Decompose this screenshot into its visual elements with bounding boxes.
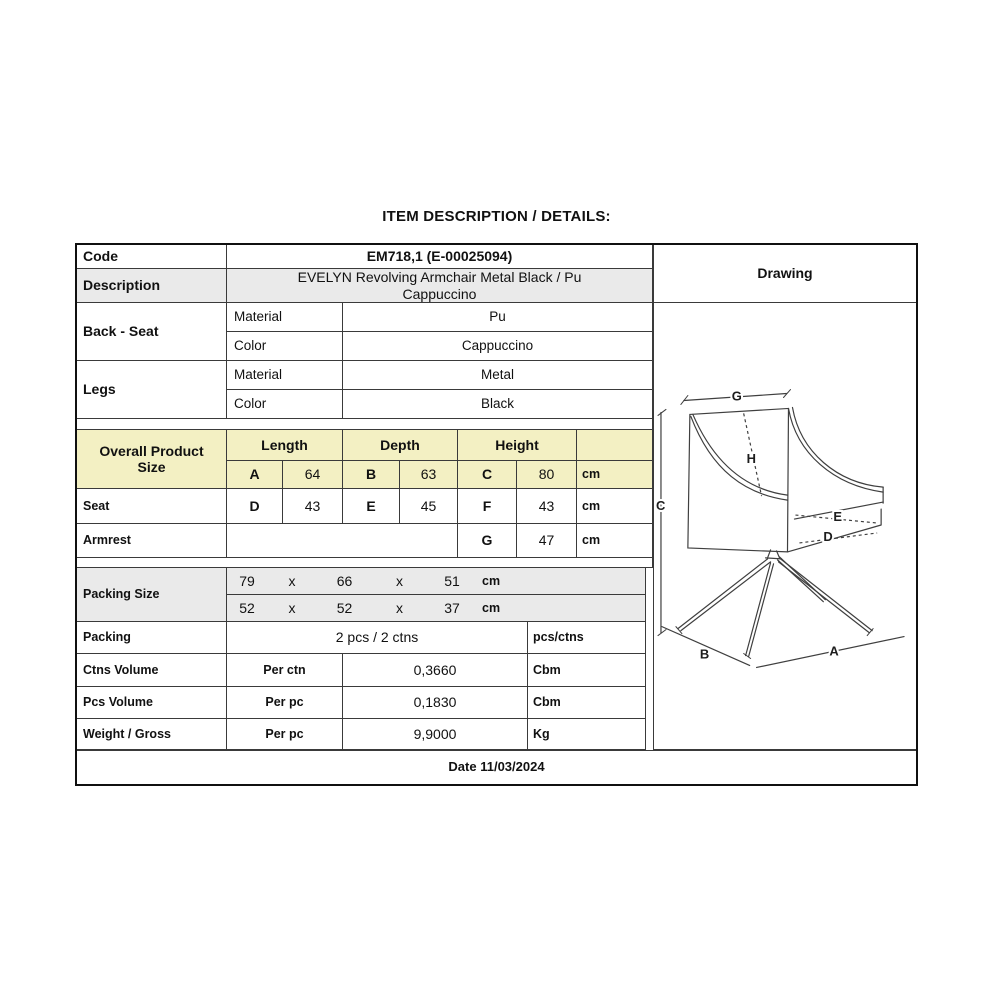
legs-color-label: Color — [227, 390, 343, 419]
legs-color-value: Black — [343, 390, 653, 419]
size-header-unit-cell — [577, 430, 653, 461]
pack1-v1: 79 — [239, 572, 255, 589]
ctns-volume-unit: Cbm — [528, 654, 646, 687]
chair-drawing — [654, 303, 916, 750]
pack1-sep1: x — [288, 572, 296, 589]
date-row: Date 11/03/2024 — [77, 750, 916, 784]
dim-label-a: A — [829, 643, 839, 659]
dim-b-value: 63 — [400, 461, 458, 489]
seat-unit-cm: cm — [577, 489, 653, 524]
dim-label-b: B — [699, 645, 710, 661]
dim-f-label: F — [458, 489, 517, 524]
dim-b-label: B — [343, 461, 400, 489]
length-header: Length — [227, 430, 343, 461]
dim-g-label: G — [458, 524, 517, 558]
section-gap — [77, 558, 653, 568]
dim-a-label: A — [227, 461, 283, 489]
pcs-volume-label: Pcs Volume — [77, 687, 227, 719]
overall-size-label: Overall Product Size — [77, 430, 227, 489]
pack2-v2: 52 — [336, 599, 353, 616]
description-label: Description — [77, 269, 227, 303]
dim-c-label: C — [458, 461, 517, 489]
weight-gross-per: Per pc — [227, 719, 343, 750]
legs-material-label: Material — [227, 361, 343, 390]
back-seat-color-label: Color — [227, 332, 343, 361]
spec-table — [75, 243, 918, 786]
ctns-volume-label: Ctns Volume — [77, 654, 227, 687]
dim-e-label: E — [343, 489, 400, 524]
dim-label-h: H — [746, 450, 756, 466]
legs-material-value: Metal — [343, 361, 653, 390]
drawing-header: Drawing — [653, 245, 916, 303]
pack1-v2: 66 — [336, 572, 353, 589]
dim-a-value: 64 — [283, 461, 343, 489]
packing-size-row-2 — [227, 595, 646, 622]
legs-label: Legs — [77, 361, 227, 419]
packing-size-label: Packing Size — [77, 568, 227, 622]
dim-e-value: 45 — [400, 489, 458, 524]
armrest-unit-cm: cm — [577, 524, 653, 558]
pack2-v3: 37 — [444, 599, 460, 616]
back-seat-color-value: Cappuccino — [343, 332, 653, 361]
packing-label: Packing — [77, 622, 227, 654]
pack1-sep2: x — [396, 572, 403, 589]
dim-g-value: 47 — [517, 524, 577, 558]
description-value: EVELYN Revolving Armchair Metal Black / Pu Cappuccino — [227, 269, 653, 303]
back-seat-label: Back - Seat — [77, 303, 227, 361]
weight-gross-unit: Kg — [528, 719, 646, 750]
depth-header: Depth — [343, 430, 458, 461]
packing-value: 2 pcs / 2 ctns — [227, 622, 528, 654]
dim-d-value: 43 — [283, 489, 343, 524]
pack1-unit: cm — [482, 573, 501, 588]
section-gap — [77, 419, 653, 430]
pack1-v3: 51 — [444, 572, 460, 589]
height-header: Height — [458, 430, 577, 461]
armrest-empty-cell — [227, 524, 458, 558]
back-seat-material-value: Pu — [343, 303, 653, 332]
weight-gross-value: 9,9000 — [343, 719, 528, 750]
pack2-sep2: x — [396, 599, 403, 616]
dim-f-value: 43 — [517, 489, 577, 524]
pcs-volume-value: 0,1830 — [343, 687, 528, 719]
dim-d-label: D — [227, 489, 283, 524]
weight-gross-label: Weight / Gross — [77, 719, 227, 750]
size-unit-cm: cm — [577, 461, 653, 489]
packing-size-row-1 — [227, 568, 646, 595]
dim-label-g: G — [731, 387, 742, 403]
pack2-sep1: x — [288, 599, 296, 616]
dim-label-d: D — [823, 528, 833, 544]
code-value: EM718,1 (E-00025094) — [227, 245, 653, 269]
pack2-unit: cm — [482, 600, 501, 615]
back-seat-material-label: Material — [227, 303, 343, 332]
pcs-volume-per: Per pc — [227, 687, 343, 719]
seat-label: Seat — [77, 489, 227, 524]
drawing-cell — [653, 303, 916, 750]
code-label: Code — [77, 245, 227, 269]
dim-label-c: C — [655, 497, 666, 513]
ctns-volume-per: Per ctn — [227, 654, 343, 687]
pack2-v1: 52 — [239, 599, 255, 616]
ctns-volume-value: 0,3660 — [343, 654, 528, 687]
pcs-volume-unit: Cbm — [528, 687, 646, 719]
page-title: ITEM DESCRIPTION / DETAILS: — [382, 208, 611, 225]
armrest-label: Armrest — [77, 524, 227, 558]
dim-label-e: E — [833, 508, 842, 524]
dim-c-value: 80 — [517, 461, 577, 489]
packing-unit: pcs/ctns — [528, 622, 646, 654]
